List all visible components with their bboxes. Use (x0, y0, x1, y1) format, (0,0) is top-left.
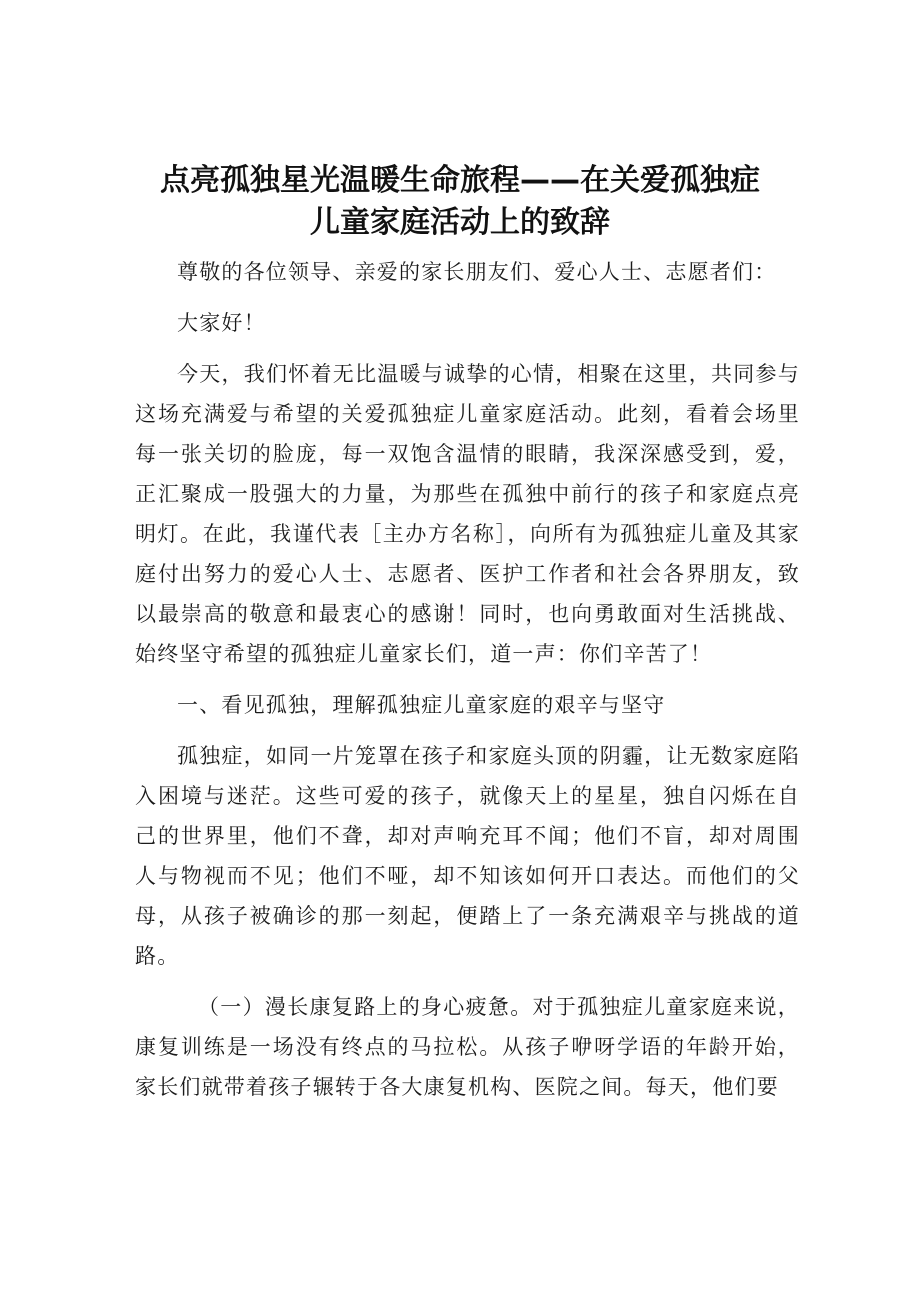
greeting: 大家好！ (177, 311, 266, 335)
document-body (135, 252, 800, 1107)
document-title (120, 160, 800, 244)
subsection-paragraph-1: （一）漫长康复路上的身心疲惫。对于孤独症儿童家庭来说，康复训练是一场没有终点的马拉松。从孩子咿呀学语的年龄开始，家长们就带着孩子辗转于各大康复机构、医院之间。每天，他们要 (135, 995, 800, 1099)
title-line-1: 点亮孤独星光温暖生命旅程——在关爱孤独症 (160, 163, 760, 198)
section-heading-1: 一、看见孤独，理解孤独症儿童家庭的艰辛与坚守 (177, 693, 666, 717)
title-line-2: 儿童家庭活动上的致辞 (310, 205, 610, 240)
salutation: 尊敬的各位领导、亲爱的家长朋友们、爱心人士、志愿者们： (177, 260, 777, 284)
section-paragraph-1: 孤独症，如同一片笼罩在孩子和家庭头顶的阴霾，让无数家庭陷入困境与迷茫。这些可爱的孩子，就像天上的星星，独自闪烁在自己的世界里，他们不聋，却对声响充耳不闻；他们不盲，却对周围人与物视而不见；他们不哑，却不知该如何开口表达。而他们的父母，从孩子被确诊的那一刻起，便踏上了一条充满艰辛与挑战的道路。 (135, 744, 800, 968)
opening-paragraph: 今天，我们怀着无比温暖与诚挚的心情，相聚在这里，共同参与这场充满爱与希望的关爱孤独症儿童家庭活动。此刻，看着会场里每一张关切的脸庞，每一双饱含温情的眼睛，我深深感受到，爱，正汇聚成一股强大的力量，为那些在孤独中前行的孩子和家庭点亮明灯。在此，我谨代表［主办方名称］，向所有为孤独症儿童及其家庭付出努力的爱心人士、志愿者、医护工作者和社会各界朋友，致以最崇高的敬意和最衷心的感谢！同时，也向勇敢面对生活挑战、始终坚守希望的孤独症儿童家长们，道一声：你们辛苦了！ (135, 362, 800, 666)
